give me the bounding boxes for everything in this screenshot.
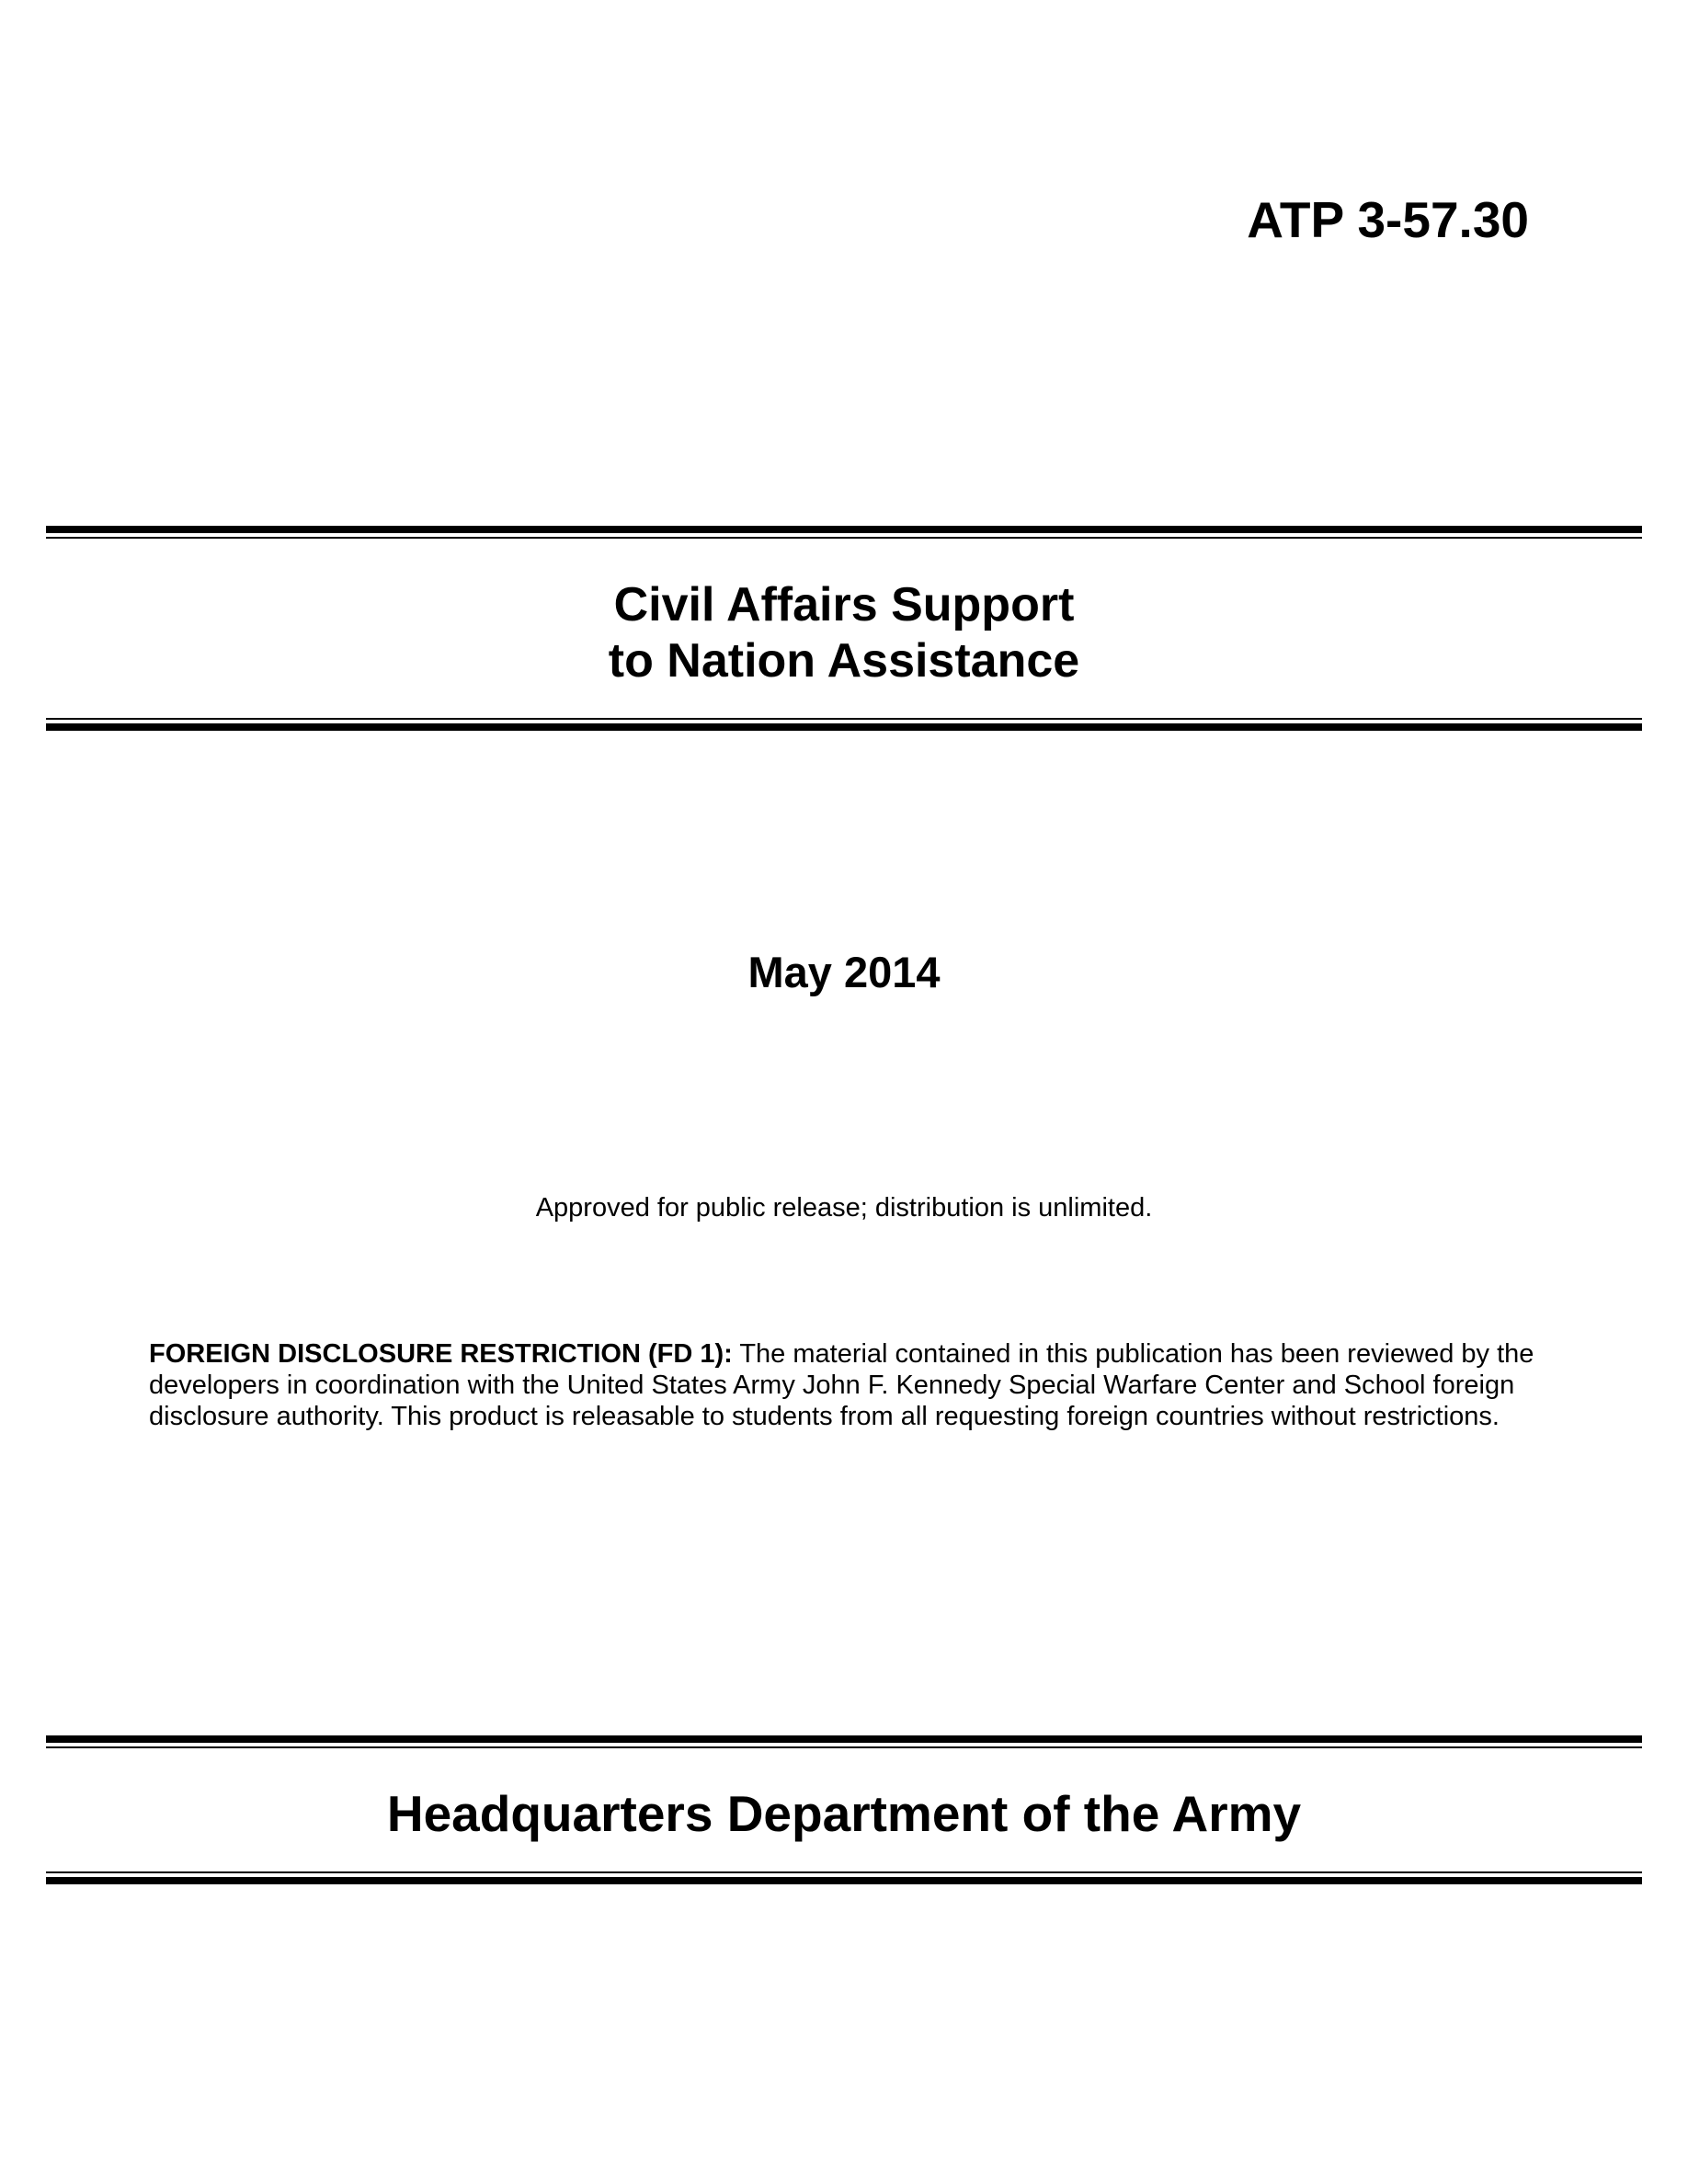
foreign-disclosure-paragraph — [149, 1338, 1546, 1432]
publication-number: ATP 3-57.30 — [1247, 191, 1529, 248]
foreign-disclosure-label: FOREIGN DISCLOSURE RESTRICTION (FD 1): — [149, 1339, 733, 1369]
title-line-1: Civil Affairs Support — [613, 578, 1075, 631]
issuer-top-rule — [46, 1735, 1642, 1748]
document-title — [0, 577, 1688, 689]
title-top-rule — [46, 526, 1642, 539]
title-bottom-rule — [46, 718, 1642, 731]
issuer-bottom-rule — [46, 1871, 1642, 1884]
title-line-2: to Nation Assistance — [608, 634, 1080, 688]
distribution-statement: Approved for public release; distribution is unlimited. — [535, 1193, 1153, 1223]
foreign-disclosure-text: The material contained in this publication has been reviewed by the developers in coordination with the United States Army John F. Kennedy Special Warfare Center and School foreign disclosure authority. This product is releasable to students from all requesting foreign countries without restrictions. — [149, 1339, 1534, 1431]
issuing-organization: Headquarters Department of the Army — [386, 1785, 1302, 1842]
publication-date: May 2014 — [747, 948, 941, 996]
